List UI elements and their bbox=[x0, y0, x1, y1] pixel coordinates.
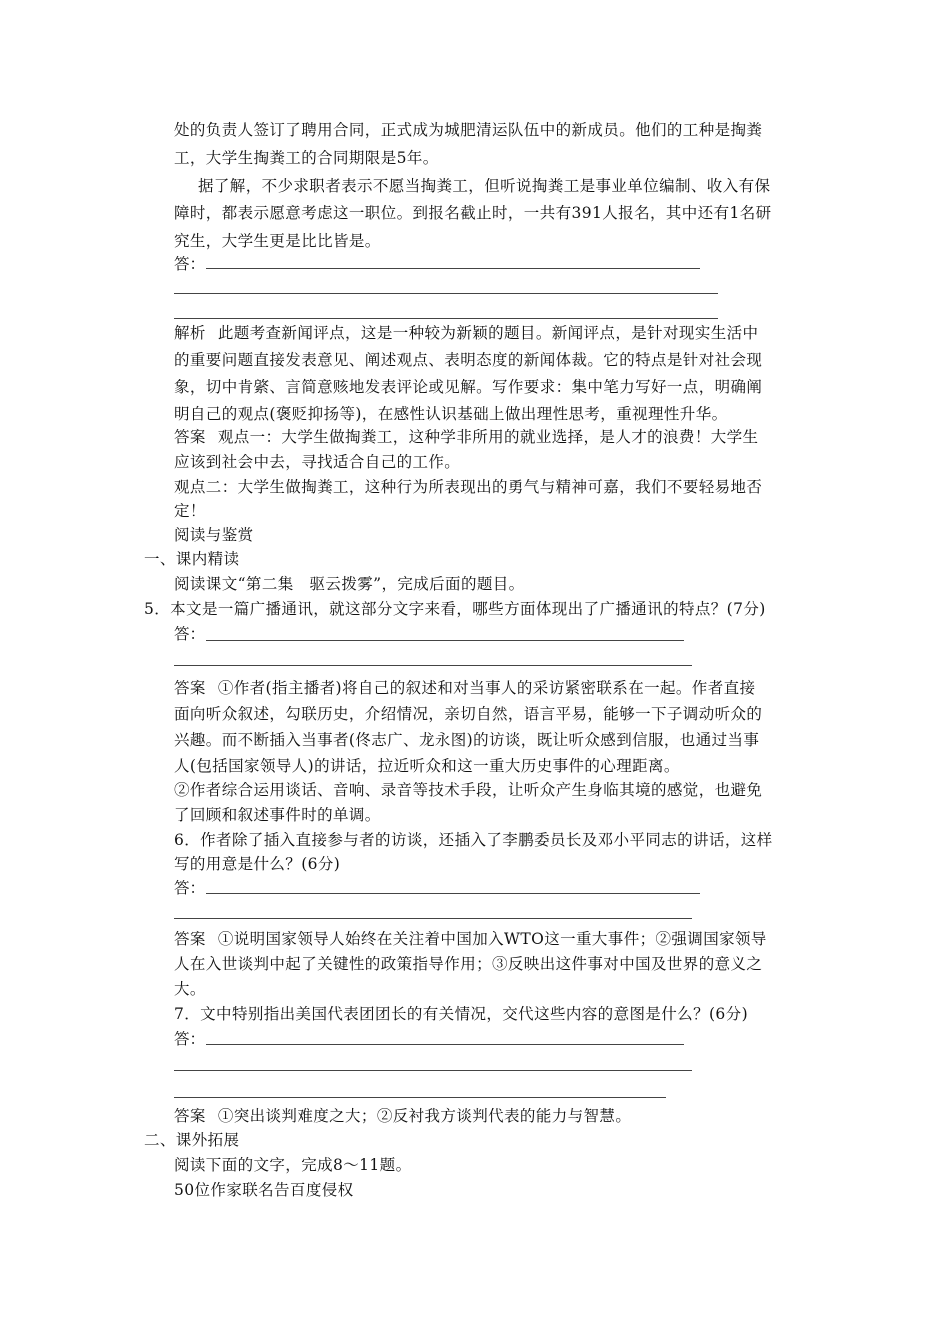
answer-blank-line[interactable] bbox=[174, 918, 692, 919]
answer-line: 大。 bbox=[174, 980, 206, 998]
answer-blank-line[interactable] bbox=[206, 893, 700, 894]
answer-line: 人(包括国家领导人)的讲话，拉近听众和这一重大历史事件的心理距离。 bbox=[174, 757, 680, 775]
answer-line: 面向听众叙述，勾联历史，介绍情况，亲切自然，语言平易，能够一下子调动听众的 bbox=[174, 705, 763, 723]
analysis-line: 象，切中肯綮、言简意赅地发表评论或见解。写作要求：集中笔力写好一点，明确阐 bbox=[174, 378, 763, 396]
answer-label: 答： bbox=[174, 879, 206, 897]
answer-blank-line[interactable] bbox=[174, 1070, 692, 1071]
answer-line: 人在入世谈判中起了关键性的政策指导作用；③反映出这件事对中国及世界的意义之 bbox=[174, 955, 763, 973]
analysis-line: 明自己的观点(褒贬抑扬等)，在感性认识基础上做出理性思考，重视理性升华。 bbox=[174, 405, 728, 423]
passage-line: 究生，大学生更是比比皆是。 bbox=[174, 232, 381, 250]
answer-title: 答案 bbox=[174, 428, 206, 446]
answer-blank-line[interactable] bbox=[174, 665, 692, 666]
passage-line: 处的负责人签订了聘用合同，正式成为城肥清运队伍中的新成员。他们的工种是掏粪 bbox=[174, 121, 763, 139]
answer-title: 答案 bbox=[174, 1107, 206, 1125]
answer-line: 答案 观点一：大学生做掏粪工，这种学非所用的就业选择，是人才的浪费！大学生 bbox=[174, 428, 759, 446]
answer-label: 答： bbox=[174, 1030, 206, 1048]
question-6: 写的用意是什么？(6分) bbox=[174, 855, 341, 873]
answer-line: 答案 ①作者(指主播者)将自己的叙述和对当事人的采访紧密联系在一起。作者直接 bbox=[174, 679, 756, 697]
part-heading: 一、课内精读 bbox=[144, 550, 240, 568]
question-5: 5．本文是一篇广播通讯，就这部分文字来看，哪些方面体现出了广播通讯的特点？(7分) bbox=[144, 600, 766, 618]
answer-label: 答： bbox=[174, 625, 206, 643]
answer-blank-line[interactable] bbox=[206, 1044, 684, 1045]
passage-line: 工，大学生掏粪工的合同期限是5年。 bbox=[174, 149, 439, 167]
question-6: 6．作者除了插入直接参与者的访谈，还插入了李鹏委员长及邓小平同志的讲话，这样 bbox=[174, 831, 773, 849]
article-title: 50位作家联名告百度侵权 bbox=[174, 1181, 354, 1199]
answer-blank-line[interactable] bbox=[174, 293, 718, 294]
answer-blank-line[interactable] bbox=[174, 318, 718, 319]
answer-line: 兴趣。而不断插入当事者(佟志广、龙永图)的访谈，既让听众感到信服，也通过当事 bbox=[174, 731, 760, 749]
question-7: 7．文中特别指出美国代表团团长的有关情况，交代这些内容的意图是什么？(6分) bbox=[174, 1005, 749, 1023]
answer-blank-line[interactable] bbox=[206, 640, 684, 641]
section-title: 阅读与鉴赏 bbox=[174, 526, 254, 544]
part-intro: 阅读课文“第二集 驱云拨雾”，完成后面的题目。 bbox=[174, 575, 525, 593]
answer-blank-line[interactable] bbox=[206, 268, 700, 269]
passage-line: 障时，都表示愿意考虑这一职位。到报名截止时，一共有391人报名，其中还有1名研 bbox=[174, 204, 772, 222]
answer-line: 定！ bbox=[174, 502, 206, 520]
analysis-label: 解析 bbox=[174, 324, 206, 342]
answer-blank-line[interactable] bbox=[174, 1097, 666, 1098]
answer-line: 观点二：大学生做掏粪工，这种行为所表现出的勇气与精神可嘉，我们不要轻易地否 bbox=[174, 478, 763, 496]
answer-line: ②作者综合运用谈话、音响、录音等技术手段，让听众产生身临其境的感觉，也避免 bbox=[174, 781, 763, 799]
part-heading: 二、课外拓展 bbox=[144, 1131, 240, 1149]
analysis-line: 的重要问题直接发表意见、阐述观点、表明态度的新闻体裁。它的特点是针对社会现 bbox=[174, 351, 763, 369]
analysis-line: 解析 此题考查新闻评点，这是一种较为新颖的题目。新闻评点，是针对现实生活中 bbox=[174, 324, 759, 342]
answer-line: 答案 ①突出谈判难度之大；②反衬我方谈判代表的能力与智慧。 bbox=[174, 1107, 632, 1125]
answer-line: 答案 ①说明国家领导人始终在关注着中国加入WTO这一重大事件；②强调国家领导 bbox=[174, 930, 767, 948]
answer-line: 了回顾和叙述事件时的单调。 bbox=[174, 806, 381, 824]
answer-label: 答： bbox=[174, 255, 206, 273]
passage-line: 据了解，不少求职者表示不愿当掏粪工，但听说掏粪工是事业单位编制、收入有保 bbox=[198, 177, 771, 195]
answer-title: 答案 bbox=[174, 679, 206, 697]
part-intro: 阅读下面的文字，完成8～11题。 bbox=[174, 1156, 412, 1174]
answer-title: 答案 bbox=[174, 930, 206, 948]
answer-line: 应该到社会中去，寻找适合自己的工作。 bbox=[174, 453, 461, 471]
